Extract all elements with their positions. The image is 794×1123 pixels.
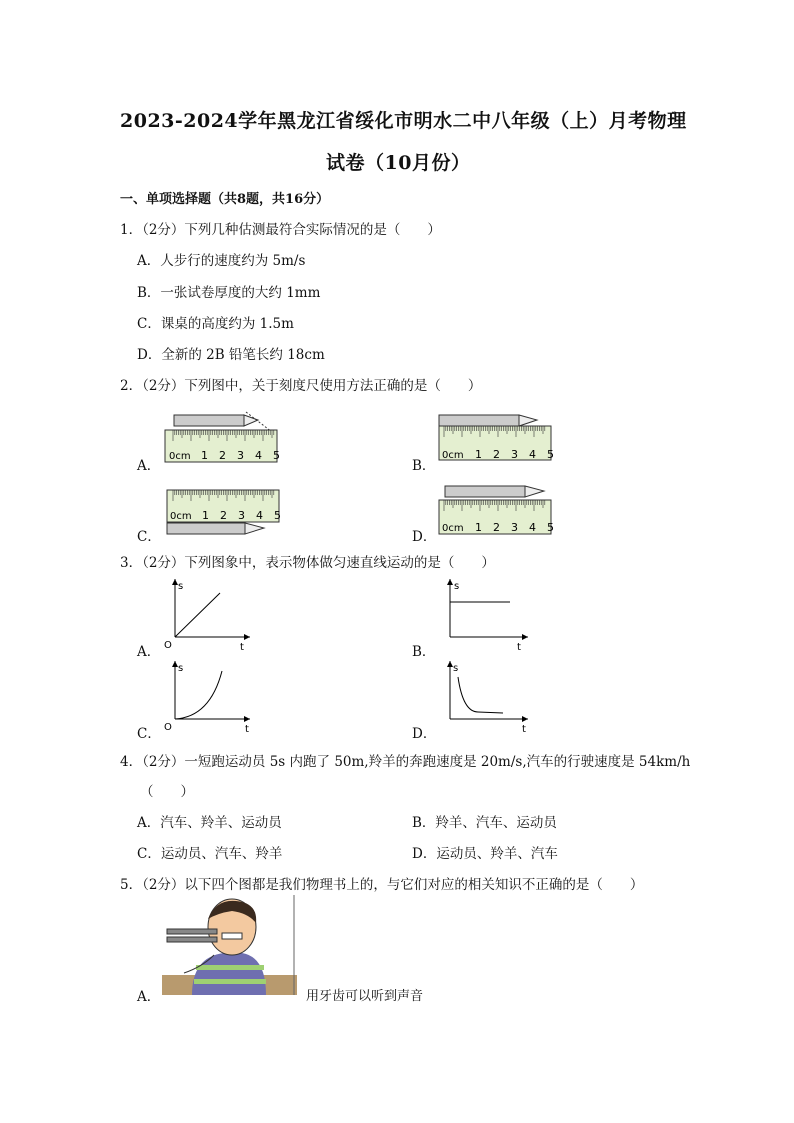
page-title-line1: 2023-2024学年黑龙江省绥化市明水二中八年级（上）月考物理 [120,110,687,132]
q1-option-d: D．全新的 2B 铅笔长约 18cm [137,347,325,363]
ruler-tick-label: 4 [529,448,536,461]
q1-option-c: C．课桌的高度约为 1.5m [137,316,294,332]
q3d-axis-y: s [453,663,459,674]
q1-option-b: B．一张试卷厚度的大约 1mm [137,285,321,301]
ruler-tick-label: 3 [511,521,518,534]
q2-label-d: D． [412,529,437,545]
q3-graph-a [160,575,255,655]
q3a-axis-y: s [178,581,184,592]
q3d-axis-x: t [522,724,526,735]
q3-graph-d [438,657,533,737]
ruler-b-unit: 0cm [442,450,464,461]
ruler-tick-label: 2 [493,521,500,534]
ruler-tick-label: 3 [237,449,244,462]
question-3-stem: 3．（2分）下列图象中，表示物体做匀速直线运动的是（ ） [120,555,495,571]
q5-label-a: A． [137,989,161,1005]
q2-figure-a [160,408,285,468]
q4-option-a: A．汽车、羚羊、运动员 [137,815,282,831]
q3a-axis-x: t [240,642,244,653]
q3-label-d: D． [412,726,437,742]
q3-label-c: C． [137,726,161,742]
section-heading: 一、单项选择题（共8题，共16分） [120,192,330,207]
ruler-tick-label: 5 [274,509,281,522]
ruler-tick-label: 3 [511,448,518,461]
q5-figure-a-tuning-fork [162,895,297,995]
q1-option-a: A．人步行的速度约为 5m/s [137,253,306,269]
page-title-line2: 试卷（10月份） [326,152,471,174]
ruler-tick-label: 5 [273,449,280,462]
q2-figure-b [432,408,557,468]
q4-option-b: B．羚羊、汽车、运动员 [412,815,557,831]
q5-caption-a: 用牙齿可以听到声音 [306,989,424,1004]
ruler-tick-label: 4 [256,509,263,522]
q3-graph-c [160,657,255,737]
ruler-tick-label: 3 [238,509,245,522]
question-1-stem: 1．（2分）下列几种估测最符合实际情况的是（ ） [120,222,441,238]
q3a-origin: O [164,640,172,651]
q3c-axis-x: t [245,724,249,735]
ruler-tick-label: 1 [202,509,209,522]
ruler-tick-label: 1 [201,449,208,462]
question-2-stem: 2．（2分）下列图中，关于刻度尺使用方法正确的是（ ） [120,378,482,394]
question-4-stem-cont: （ ） [140,784,194,800]
ruler-tick-label: 5 [547,521,554,534]
q2-figure-c [162,486,287,541]
ruler-c-unit: 0cm [170,511,192,522]
q3-label-b: B． [412,644,436,660]
q3b-axis-y: s [454,581,460,592]
q3-label-a: A． [137,644,161,660]
ruler-tick-label: 1 [475,448,482,461]
ruler-tick-label: 4 [529,521,536,534]
ruler-tick-label: 2 [493,448,500,461]
q3b-axis-x: t [517,642,521,653]
ruler-tick-label: 1 [475,521,482,534]
ruler-tick-label: 4 [255,449,262,462]
q3-graph-b [440,575,535,655]
ruler-tick-label: 2 [219,449,226,462]
q2-figure-d [432,480,557,540]
question-5-stem: 5．（2分）以下四个图都是我们物理书上的，与它们对应的相关知识不正确的是（ ） [120,877,644,893]
ruler-tick-label: 2 [220,509,227,522]
q2-label-a: A． [137,458,161,474]
ruler-d-unit: 0cm [442,523,464,534]
q3c-origin: O [164,722,172,733]
q4-option-d: D．运动员、羚羊、汽车 [412,846,558,862]
q3c-axis-y: s [178,663,184,674]
q4-option-c: C．运动员、汽车、羚羊 [137,846,283,862]
ruler-a-unit: 0cm [169,451,191,462]
q2-label-c: C． [137,529,161,545]
q2-label-b: B． [412,458,436,474]
ruler-tick-label: 5 [547,448,554,461]
question-4-stem: 4．（2分）一短跑运动员 5s 内跑了 50m,羚羊的奔跑速度是 20m/s,汽车的行驶速度是 54km/h [120,754,691,770]
